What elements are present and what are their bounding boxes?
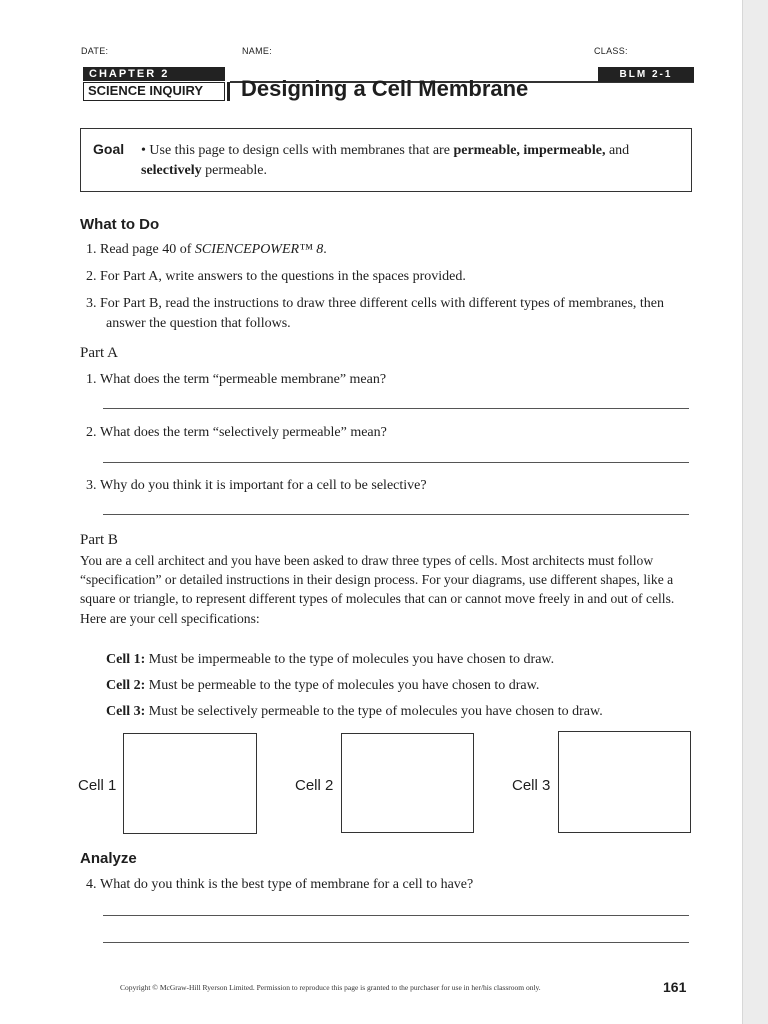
step-3: 3. For Part B, read the instructions to draw three different cells with different types of membranes, then answer the question that follows.	[86, 296, 664, 331]
page-edge	[742, 0, 768, 1024]
cell-2-spec: Cell 2: Must be permeable to the type of molecules you have chosen to draw.	[106, 678, 540, 693]
cell-2-label: Cell 2	[295, 777, 334, 794]
class-label: CLASS:	[594, 46, 628, 56]
cell-3-drawing-box[interactable]	[558, 731, 691, 833]
answer-line-4a[interactable]	[103, 915, 689, 916]
date-label: DATE:	[81, 46, 109, 56]
page-title: Designing a Cell Membrane	[241, 76, 529, 101]
part-a-question-3: 3. Why do you think it is important for a cell to be selective?	[86, 478, 427, 493]
analyze-question-4: 4. What do you think is the best type of membrane for a cell to have?	[86, 877, 474, 892]
cell-3-label: Cell 3	[512, 777, 551, 794]
science-inquiry-badge: SCIENCE INQUIRY	[83, 82, 225, 101]
step-1: 1. Read page 40 of SCIENCEPOWER™ 8.	[86, 242, 327, 257]
answer-line-4b[interactable]	[103, 942, 689, 943]
answer-line-1[interactable]	[103, 408, 689, 409]
cell-3-spec: Cell 3: Must be selectively permeable to the type of molecules you have chosen to draw.	[106, 704, 603, 719]
copyright-footer: Copyright © McGraw-Hill Ryerson Limited. Permission to reproduce this page is granted to the purchaser for use in her/his classroom only.	[120, 983, 541, 992]
part-a-heading: Part A	[80, 345, 118, 361]
part-a-question-1: 1. What does the term “permeable membrane” mean?	[86, 372, 387, 387]
blm-badge: BLM 2-1	[598, 67, 694, 82]
answer-line-2[interactable]	[103, 462, 689, 463]
name-label: NAME:	[242, 46, 273, 56]
page-number: 161	[663, 979, 687, 995]
goal-text: • Use this page to design cells with membranes that are permeable, impermeable, and selectively permeable.	[141, 143, 630, 178]
banner-divider	[227, 82, 230, 101]
cell-1-drawing-box[interactable]	[123, 733, 257, 834]
part-b-heading: Part B	[80, 532, 118, 548]
analyze-heading: Analyze	[80, 850, 137, 867]
chapter-badge: CHAPTER 2	[83, 67, 225, 81]
goal-box	[80, 128, 692, 192]
part-b-paragraph: You are a cell architect and you have been asked to draw three types of cells. Most architects must follow “specification” or detailed instructions in their design process. For your diagrams, use different shapes, like a square or triangle, to represent different types of molecules that can or cannot move freely in and out of cells. Here are your cell specifications:	[80, 553, 675, 626]
step-2: 2. For Part A, write answers to the questions in the spaces provided.	[86, 269, 466, 284]
cell-1-spec: Cell 1: Must be impermeable to the type of molecules you have chosen to draw.	[106, 652, 555, 667]
goal-label: Goal	[93, 141, 125, 157]
answer-line-3[interactable]	[103, 514, 689, 515]
cell-2-drawing-box[interactable]	[341, 733, 474, 833]
part-a-question-2: 2. What does the term “selectively permeable” mean?	[86, 425, 387, 440]
what-to-do-heading: What to Do	[80, 216, 160, 233]
cell-1-label: Cell 1	[78, 777, 117, 794]
